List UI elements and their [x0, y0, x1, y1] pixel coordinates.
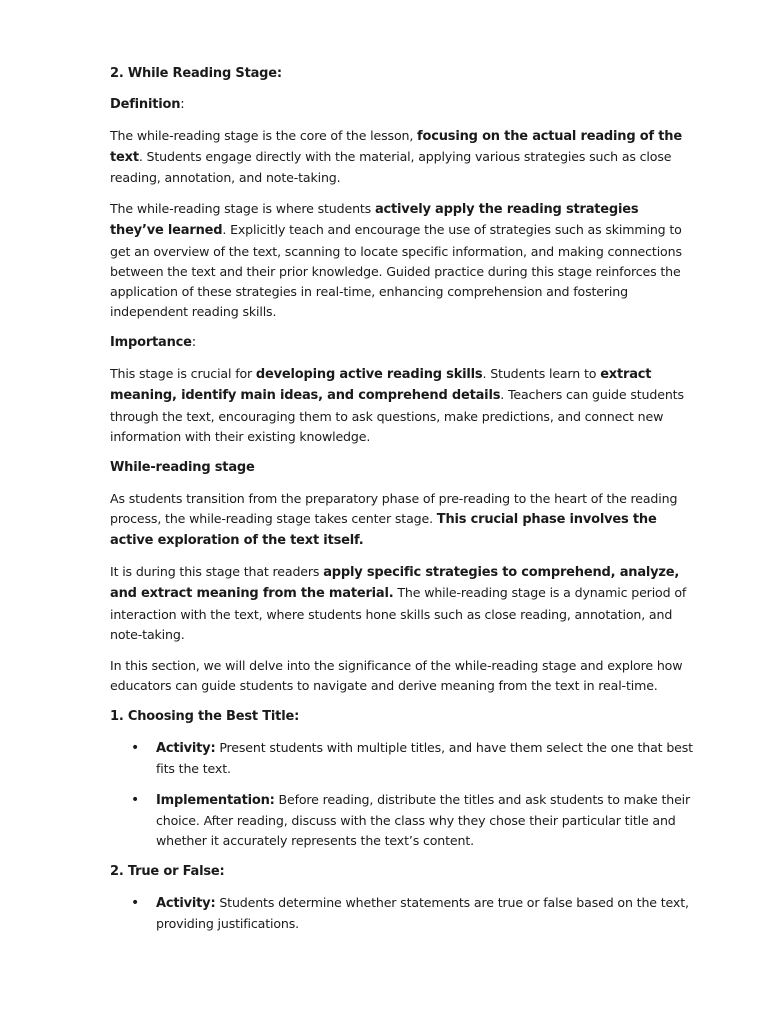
definition-paragraph-2	[110, 199, 695, 323]
text-run: This stage is crucial for	[110, 366, 256, 382]
text-run: . Students engage directly with the material, applying various strategies such as close reading, annotation, and note-taking.	[110, 148, 672, 186]
definition-heading	[110, 95, 695, 115]
item-text: Before reading, distribute the titles and ask students to make their choice. After reading, discuss with the class why they chose their particular title and whether it accurately represents the text’s content.	[156, 791, 691, 849]
importance-paragraph	[110, 364, 695, 447]
bullet-icon: •	[131, 894, 140, 911]
item-label: Activity:	[156, 740, 216, 756]
bullet-icon: •	[131, 739, 140, 756]
text-run: The while-reading stage is a dynamic period of interaction with the text, where students hone skills such as close reading, annotation, and note-taking.	[110, 585, 687, 642]
item-label: Activity:	[156, 895, 216, 911]
bold-run: focusing on the actual reading of the text	[110, 128, 682, 165]
definition-heading-colon: :	[180, 96, 185, 112]
text-run: . Students learn to	[482, 366, 601, 382]
activity-list-true-false	[110, 893, 695, 935]
importance-heading	[110, 333, 695, 353]
importance-heading-colon: :	[191, 335, 196, 351]
while-reading-paragraph-2	[110, 562, 695, 645]
item-text: Present students with multiple titles, and have them select the one that best fits the text.	[156, 739, 693, 776]
definition-heading-text: Definition	[110, 96, 181, 112]
text-run: . Explicitly teach and encourage the use of strategies such as skimming to get an overview of the text, scanning to locate specific information, and making connections between the text and their prior knowledge. Guided practice during this stage reinforces the application of these strategies in real-time, enhancing comprehension and fostering independent reading skills.	[110, 222, 682, 320]
item-label: Implementation:	[156, 792, 275, 808]
bullet-icon: •	[131, 791, 140, 808]
list-item	[110, 790, 695, 852]
document-page	[110, 64, 695, 945]
text-run: The while-reading stage is the core of the lesson,	[110, 127, 418, 143]
while-reading-paragraph-3: In this section, we will delve into the significance of the while-reading stage and explore how educators can guide students to navigate and derive meaning from the text in real-time.	[110, 657, 683, 693]
bold-run: extract meaning, identify main ideas, and comprehend details	[110, 367, 652, 404]
item-text: Students determine whether statements are true or false based on the text, providing justifications.	[156, 894, 689, 932]
text-run: The while-reading stage is where students	[110, 200, 375, 216]
while-reading-heading: While-reading stage	[110, 459, 255, 475]
bold-run: apply specific strategies to comprehend, analyze, and extract meaning from the material.	[110, 564, 680, 602]
bold-run: actively apply the reading strategies they’ve learned	[110, 201, 639, 239]
importance-heading-text: Importance	[110, 335, 192, 351]
text-run: As students transition from the preparatory phase of pre-reading to the heart of the reading process, the while-reading stage takes center stage.	[110, 490, 678, 526]
activity-heading-true-false: 2. True or False:	[110, 864, 225, 879]
section-title: 2. While Reading Stage:	[110, 66, 282, 81]
text-run: It is during this stage that readers	[110, 563, 324, 579]
list-item	[110, 738, 695, 780]
definition-paragraph-1	[110, 126, 695, 189]
bold-run: developing active reading skills	[255, 367, 483, 383]
activity-heading-choosing-title: 1. Choosing the Best Title:	[110, 708, 300, 724]
bold-run: This crucial phase involves the active exploration of the text itself.	[110, 511, 657, 549]
list-item	[110, 893, 695, 935]
activity-list-choosing-title	[110, 738, 695, 852]
while-reading-paragraph-1	[110, 489, 695, 552]
text-run: . Teachers can guide students through the text, encouraging them to ask questions, make predictions, and connect new information with their existing knowledge.	[110, 387, 684, 444]
